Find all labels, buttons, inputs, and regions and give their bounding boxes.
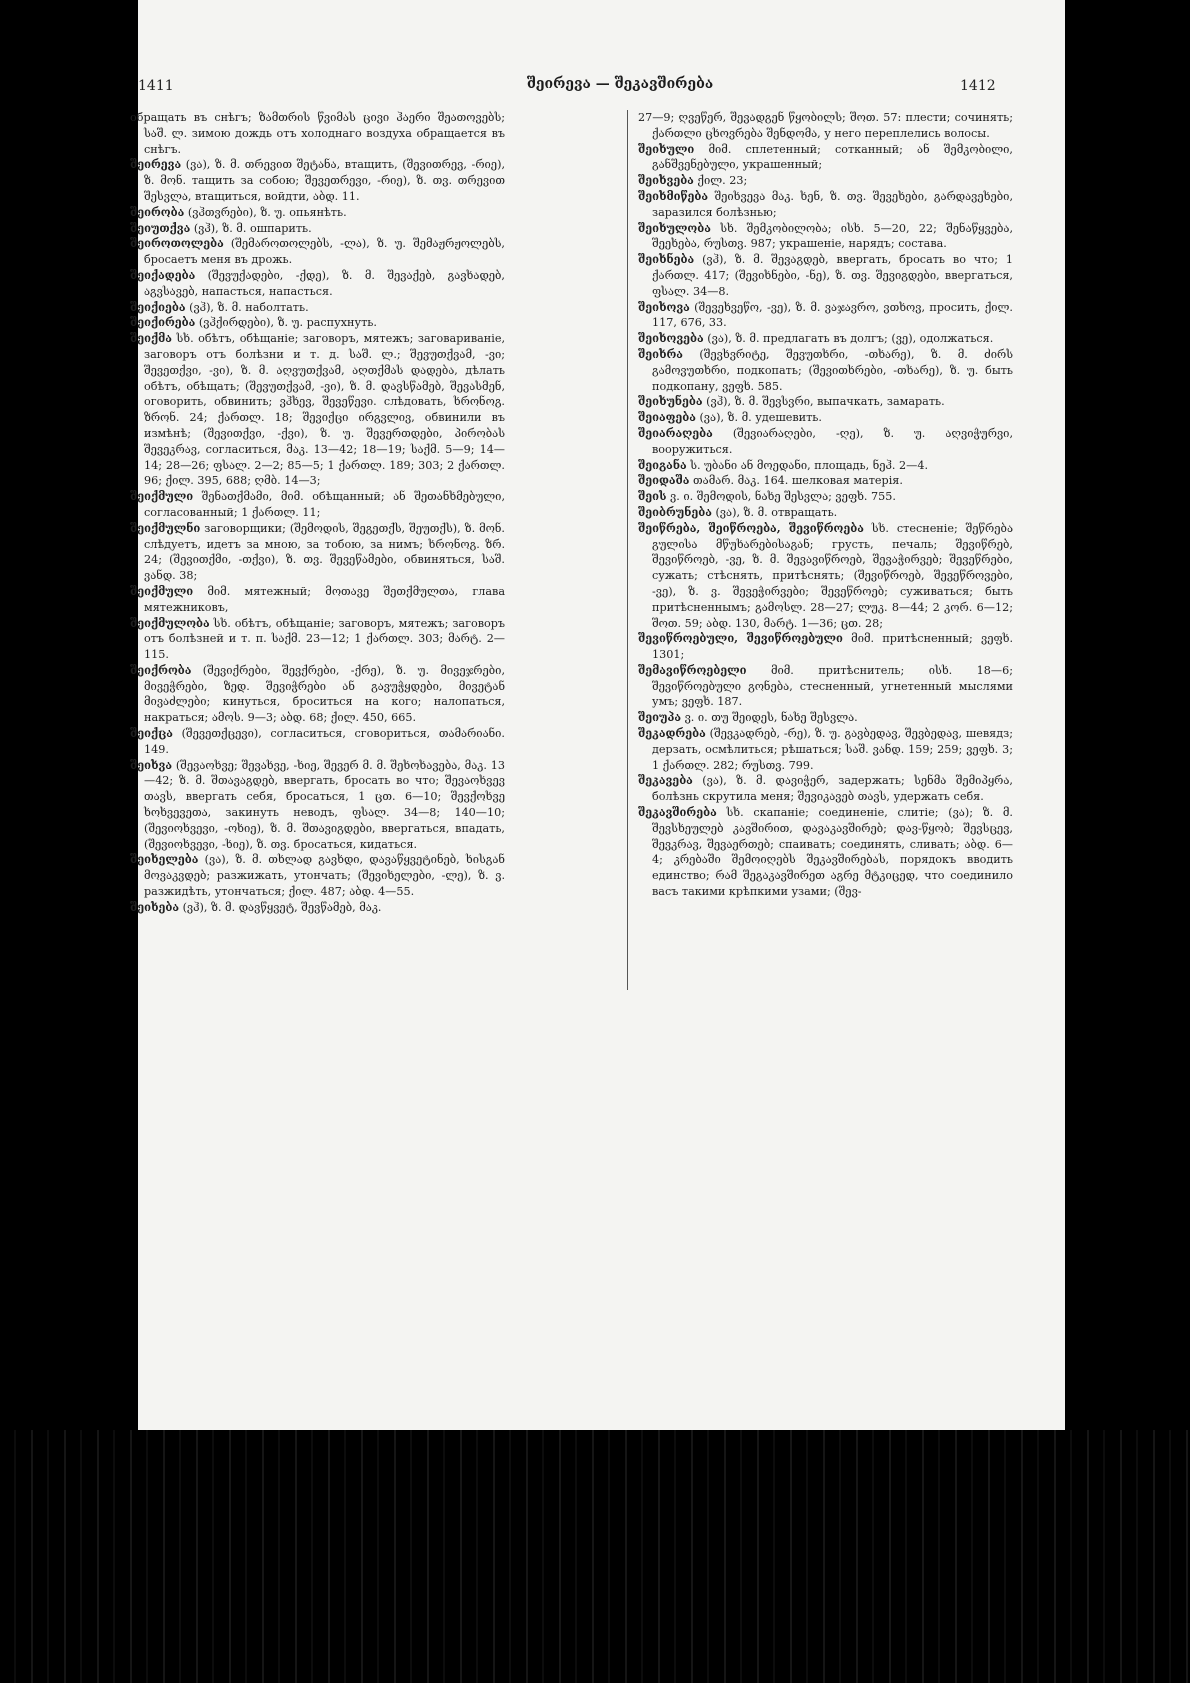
entry-headword: შეირევა bbox=[130, 157, 182, 172]
film-strip-bars bbox=[0, 1430, 1190, 1683]
dictionary-entry bbox=[638, 410, 1013, 426]
dictionary-entry bbox=[638, 142, 1013, 174]
entry-headword: შეიხვა bbox=[130, 757, 172, 772]
entry-definition: (ვჰ), ზ. მ. დავწყვეტ, შევწამებ, მაკ. bbox=[182, 900, 382, 914]
entry-definition: ქილ. 23; bbox=[697, 174, 748, 188]
dictionary-entry bbox=[130, 663, 505, 726]
entry-headword: შეიქმულობა bbox=[130, 615, 210, 630]
entry-headword: შეიქადება bbox=[130, 267, 196, 282]
dictionary-entry bbox=[638, 663, 1013, 710]
scan-left-margin bbox=[0, 0, 138, 1430]
dictionary-entry bbox=[130, 852, 505, 899]
entry-headword: შეიქირება bbox=[130, 315, 196, 330]
entry-definition: (ვა), ზ. მ. отвращать. bbox=[715, 505, 838, 519]
entry-definition: მიმ. мятежный; მოთავე შეთქმულთა, глава мятежниковъ, bbox=[144, 584, 505, 614]
dictionary-entry bbox=[638, 458, 1013, 474]
dictionary-entry bbox=[130, 110, 505, 157]
entry-headword: შეიდაშა bbox=[638, 473, 690, 488]
entry-headword: შეიქმა bbox=[130, 331, 172, 346]
dictionary-entry bbox=[638, 221, 1013, 253]
entry-headword: შეიქრობა bbox=[130, 662, 192, 677]
dictionary-entry bbox=[638, 189, 1013, 221]
dictionary-entry bbox=[130, 221, 505, 237]
entry-definition: (ვა), ზ. მ. удешевить. bbox=[699, 411, 822, 425]
entry-headword: შეიხულობა bbox=[638, 220, 711, 235]
dictionary-entry bbox=[638, 173, 1013, 189]
entry-definition: (შევეხვეწო, -ვე), ზ. მ. ვაჯავრო, ვთხოვ, просить, ქილ. 117, 676, 33. bbox=[652, 300, 1013, 330]
entry-headword: შეიგანა bbox=[638, 457, 687, 472]
entry-headword: შეირობა bbox=[130, 204, 185, 219]
entry-headword: შეიქმულნი bbox=[130, 520, 201, 535]
entry-headword: შეიაფება bbox=[638, 410, 696, 425]
dictionary-entry bbox=[130, 900, 505, 916]
entry-headword: შეიხუნება bbox=[638, 394, 703, 409]
entry-definition: (ვა), ზ. მ. თხლად გავხდი, დავაწყვეტინებ, ხისგან მოვაკვდებ; разжижать, утончать; (შევიხელები, -ლე), ზ. ვ. разжидѣть, утончаться; ქილ. 487; აბდ. 4—55. bbox=[144, 853, 505, 899]
entry-definition: (ვა), ზ. მ. предлагать въ долгъ; (ვე), одолжаться. bbox=[707, 332, 994, 346]
entry-headword: შეიხვება bbox=[638, 173, 694, 188]
dictionary-entry bbox=[638, 710, 1013, 726]
entry-definition: მიმ. притѣсненный; ვეფხ. 1301; bbox=[652, 632, 1013, 662]
right-page-number: 1412 bbox=[960, 78, 996, 94]
entry-headword: შეიხნება bbox=[638, 252, 695, 267]
entry-headword: შეიარაღება bbox=[638, 425, 713, 440]
entry-headword: შეიხოვება bbox=[638, 331, 704, 346]
entry-definition: თამარ. მაკ. 164. шелковая матерія. bbox=[693, 474, 903, 488]
entry-definition: (ვჰქირდები), ზ. უ. распухнуть. bbox=[198, 316, 377, 330]
entry-headword: შეიხება bbox=[130, 899, 179, 914]
entry-definition: (ვჰ), ზ. მ. ошпарить. bbox=[193, 221, 312, 235]
entry-headword: შეკადრება bbox=[638, 726, 706, 741]
dictionary-entry bbox=[130, 584, 505, 616]
dictionary-entry bbox=[130, 616, 505, 663]
entry-definition: 27—9; ღვეწერ, შევადგენ წყობილს; შოთ. 57: плести; сочинять; ქართლი ცხოვრება შენდომა, у него переплелись волосы. bbox=[638, 111, 1013, 140]
entry-definition: (ვჰთვრები), ზ. უ. опьянѣть. bbox=[187, 205, 347, 219]
entry-definition: (შევიქრები, შევქრები, -ქრე), ზ. უ. მივეჯრები, მივეჭრები, ზედ. შევიჭრები ან გავუჭყდები, მივეტან მივაძლები; кинуться, броситься на кого; налопаться, накраться; ამოს. 9—3; აბდ. 68; ქილ. 450, 665. bbox=[144, 663, 505, 725]
entry-definition: ვ. ი. თუ შეიდეს, ნახე შესვლა. bbox=[684, 711, 858, 725]
entry-definition: (შემაროთოლებს, -ლა), ზ. უ. შემაჟრჟოლებს, бросаетъ меня въ дрожь. bbox=[144, 237, 505, 267]
entry-definition: (ვა), ზ. მ. თრევით შეტანა, втащить, (შევითრევ, -რიე), ზ. მონ. тащить за собою; შევეთრევი, -რიე), ზ. თვ. თრევით შესვლა, втащиться, войдти, აბდ. 11. bbox=[144, 158, 505, 203]
dictionary-entry bbox=[638, 110, 1013, 142]
entry-headword: შეკავშირება bbox=[638, 805, 717, 820]
dictionary-entry bbox=[130, 331, 505, 489]
entry-definition: (ვა), ზ. მ. დავიჭერ, задержать; სენმა შემიპყრა, болѣзнь скрутила меня; შევიკავებ თავს, удержать себя. bbox=[652, 774, 1013, 804]
entry-headword: შეიხრა bbox=[638, 346, 683, 361]
dictionary-entry bbox=[130, 300, 505, 316]
entry-definition: (შევაოხვე; შევახვე, -ხიე, შევერ მ. მ. შეხოხავება, მაკ. 13—42; ზ. მ. შთავაგდებ, ввергать, бросать во что; შევაოხვევ თავს, ввергать себя, бросаться, 1 ცთ. 6—10; შევქოხვე ხოხვევეთა, закинуть неводъ, ფსალ. 34—8; 140—10; (შევიოხვევი, -ოხიე), ზ. მ. შთავიგდები, ввергаться, впадать, (შევიოხვევი, -ხიე), ზ. თვ. бросаться, кидаться. bbox=[144, 758, 505, 851]
dictionary-entry bbox=[638, 521, 1013, 632]
dictionary-entry bbox=[638, 347, 1013, 394]
entry-headword: შეიქცა bbox=[130, 726, 173, 741]
left-page-number: 1411 bbox=[138, 78, 174, 94]
entry-definition: обращать въ снѣгъ; ზამთრის წვიმას ცივი ჰაერი შეათოვებს; საშ. ლ. зимою дождь отъ холоднаго воздуха обращается въ снѣгъ. bbox=[130, 111, 505, 156]
dictionary-entry bbox=[638, 252, 1013, 299]
entry-headword: შეიწრება, შეიწროება, შევიწროება bbox=[638, 520, 864, 535]
dictionary-entry bbox=[638, 805, 1013, 900]
entry-definition: სხ. стесненіе; შეწრება გულისა მწუხარებისაგან; грусть, печаль; შევიწრებ, შევიწროებ, -ვე, ზ. მ. შევავიწროებ, შევაჭირვებ; შევეწრები, сужать; стѣснять, притѣснять; (შევიწროებ, შევეწროვები, -ვე), ზ. ვ. შევეჭირვები; შევეწროებ; суживаться; быть притѣсненнымъ; გამოსლ. 28—27; ლუკ. 8—44; 2 კორ. 6—12; შოთ. 59; აბდ. 130, მარტ. 1—36; ცთ. 28; bbox=[652, 521, 1013, 630]
left-column bbox=[130, 110, 505, 1110]
entry-headword: შევიწროებული, შევიწროებული bbox=[638, 631, 843, 646]
entry-headword: შეიქმული bbox=[130, 583, 194, 598]
dictionary-entry bbox=[638, 726, 1013, 773]
entry-definition: (შევუქადები, -ქდე), ზ. მ. შევაქებ, გავხადებ, აგვსავებ, напасться, напасться. bbox=[144, 268, 505, 298]
dictionary-entry bbox=[130, 205, 505, 221]
entry-headword: შეიბრუნება bbox=[638, 504, 712, 519]
dictionary-entry bbox=[130, 157, 505, 204]
dictionary-entry bbox=[638, 631, 1013, 663]
dictionary-entry bbox=[638, 505, 1013, 521]
entry-definition: მიმ. притѣснитель; ისხ. 18—6; შევიწროებული გონება, стесненный, угнетенный мыслями умъ; ვეფხ. 187. bbox=[652, 663, 1013, 709]
dictionary-entry bbox=[130, 489, 505, 521]
dictionary-entry bbox=[638, 473, 1013, 489]
entry-headword: შეიხმიწება bbox=[638, 188, 709, 203]
dictionary-entry bbox=[638, 331, 1013, 347]
entry-headword: შეიქმული bbox=[130, 489, 194, 504]
entry-definition: (შევიარაღები, -ღე), ზ. უ. აღვიჭურვი, вооружиться. bbox=[652, 426, 1013, 456]
entry-definition: (შევხვრიტე, შევუთხრი, -თხარე), ზ. მ. ძირს გამოვუთხრი, подкопать; (შევითხრები, -თხარე), ზ. უ. быть подкопану, ვეფხ. 585. bbox=[652, 347, 1013, 393]
entry-definition: (ვჰ), ზ. მ. შევსვრი, выпачкать, замарать. bbox=[706, 395, 945, 409]
entry-definition: заговорщики; (შემოდის, შეგეთქს, შეუთქს), ზ. მონ. слѣдуетъ, идетъ за мною, за тобою, за нимъ; ხრონოგ. ზრ. 24; (შევითქმი, -თქვი), ზ. თვ. შევეწამები, обвиняться, საშ. ვანდ. 38; bbox=[144, 521, 505, 583]
entry-definition: (ვჰ), ზ. მ. наболтать. bbox=[189, 300, 309, 314]
entry-definition: ვ. ი. შემოდის, ნახე შესვლა; ვეფხ. 755. bbox=[670, 490, 896, 504]
entry-headword: შეიროთოლება bbox=[130, 236, 224, 251]
entry-definition: (ვჰ), ზ. მ. შევაგდებ, ввергать, бросать во что; 1 ქართლ. 417; (შევიხნები, -ნე), ზ. თვ. შევიგდები, ввергаться, ფსალ. 34—8. bbox=[652, 253, 1013, 298]
dictionary-entry bbox=[638, 426, 1013, 458]
entry-headword: შეიუთქვა bbox=[130, 220, 191, 235]
scan-right-margin bbox=[1065, 0, 1190, 1430]
dictionary-entry bbox=[130, 315, 505, 331]
running-head: შეირევა — შეკავშირება bbox=[526, 76, 714, 92]
dictionary-entry bbox=[638, 394, 1013, 410]
entry-definition: (შევეთქცევი), согласиться, сговориться, თამარიანი. 149. bbox=[144, 727, 505, 756]
entry-definition: ს. უბანი ან მოედანი, площадь, ნეჰ. 2—4. bbox=[690, 458, 929, 472]
dictionary-entry bbox=[638, 489, 1013, 505]
entry-headword: შეიქიება bbox=[130, 299, 186, 314]
entry-headword: შეკავება bbox=[638, 773, 693, 788]
dictionary-entry bbox=[130, 521, 505, 584]
dictionary-entry bbox=[638, 773, 1013, 805]
dictionary-entry bbox=[130, 268, 505, 300]
entry-definition: სხ. скапаніе; соединеніе, слитіе; (ვა); ზ. მ. შევსხეულებ კავშირით, დავაკავშირებ; დავ-წყობ; შევსცევ, შევკრავ, შევაერთებ; спаивать; соединять, сливать; აბდ. 6—4; კრებაში შემოიღებს შეკავშირებას, порядокъ вводить единство; რამ შეგაკავშირეთ აგრე მტკიცედ, что соединило васъ такими крѣпкими узами; (შევ- bbox=[652, 806, 1013, 899]
entry-definition: სხ. შემკობილობა; ისხ. 5—20, 22; შენაწყვება, შეეხება, რუსთვ. 987; украшеніе, нарядъ; состава. bbox=[652, 221, 1013, 251]
entry-headword: შემავიწროებელი bbox=[638, 662, 747, 677]
entry-definition: შენათქმამი, მიმ. обѣщанный; ან შეთანხმებული, согласованный; 1 ქართლ. 11; bbox=[144, 490, 505, 519]
entry-definition: (შევკადრებ, -რე), ზ. უ. გავბედავ, შევბედავ, шевядз; дерзать, осмѣлиться; рѣшаться; საშ. ვანდ. 159; 259; ვეფხ. 3; 1 ქართლ. 282; რუსთვ. 799. bbox=[652, 727, 1013, 772]
dictionary-entry bbox=[130, 236, 505, 268]
entry-definition: შეიხვევა მაკ. ხენ, ზ. თვ. შევეხები, გარდავეხები, заразился болѣзнью; bbox=[652, 189, 1013, 219]
right-column bbox=[638, 110, 1013, 990]
dictionary-entry bbox=[638, 300, 1013, 332]
entry-headword: შეიხოვა bbox=[638, 299, 690, 314]
entry-headword: შეიხული bbox=[638, 141, 695, 156]
entry-headword: შეიუპა bbox=[638, 710, 682, 725]
entry-definition: სხ. обѣтъ, обѣщаніе; заговоръ, мятежъ; заговоръ отъ болѣзней и т. п. საქმ. 23—12; 1 ქართლ. 303; მარტ. 2—115. bbox=[144, 616, 505, 662]
entry-headword: შეის bbox=[638, 489, 667, 504]
entry-headword: შეიხელება bbox=[130, 852, 199, 867]
dictionary-entry bbox=[130, 758, 505, 853]
column-divider bbox=[627, 110, 628, 990]
entry-definition: მიმ. сплетенный; сотканный; ან შემკობილი, განშვენებული, украшенный; bbox=[652, 142, 1013, 172]
entry-definition: სხ. обѣтъ, обѣщаніе; заговоръ, мятежъ; заговариваніе, заговоръ отъ болѣзни и т. д. საშ. ლ.; შევუთქვამ, -ვი; შევეთქვი, -ვი), ზ. მ. აღვუთქვამ, აღთქმას დადება, дѣлать обѣтъ, обѣщать; (შევუთქვამ, -ვი), ზ. მ. დავსწამებ, შევასმენ, оговорить, обвинить; ვჰხევ, შევეწევი. слѣдовать, ხრონოგ. ზრონ. 24; ქართლ. 18; შევიქცი ირგვლივ, обвинили въ измѣнѣ; (შევითქვი, -ქვი), ზ. უ. შევერთდები, პირობას შევეკრავ, согласиться, მაკ. 13—42; 18—19; საქმ. 5—9; 14—14; 28—26; ფსალ. 2—2; 85—5; 1 ქართლ. 189; 303; 2 ქართლ. 96; ქილ. 395, 688; ღმბ. 14—3; bbox=[144, 332, 505, 488]
dictionary-entry bbox=[130, 726, 505, 758]
